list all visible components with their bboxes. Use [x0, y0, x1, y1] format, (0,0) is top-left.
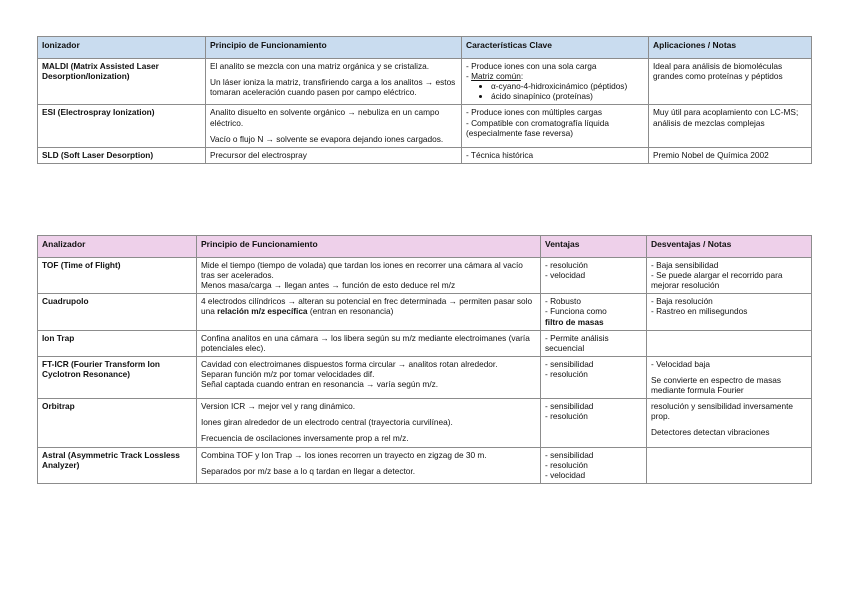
analyzers-table — [37, 235, 812, 484]
advantage-text: - resolución — [545, 459, 588, 470]
table-row-maldi — [38, 59, 812, 105]
principle-text: Iones giran alrededor de un electrodo central (trayectoria curvilínea). — [201, 417, 453, 428]
advantage-text: - resolución — [545, 260, 588, 270]
principle-text: El analito se mezcla con una matriz orgánica y se cristaliza. — [210, 61, 430, 71]
analyzer-advantages: - Permite análisis secuencial — [541, 330, 647, 356]
principle-text: Un láser ioniza la matriz, transfiriendo carga a los analitos → estos tomaran aceleración cuando pasen por campo eléctrico. — [210, 77, 456, 98]
table-row-sld — [38, 147, 812, 163]
analyzer-notes — [647, 294, 812, 330]
ionizer-features — [462, 105, 649, 147]
header-principio: Principio de Funcionamiento — [206, 37, 462, 59]
analyzer-principle: Confina analitos en una cámara → los libera según su m/z mediante electroimanes (varía potenciales elec). — [197, 330, 541, 356]
header-ionizador: Ionizador — [38, 37, 206, 59]
header-ventajas: Ventajas — [541, 236, 647, 258]
principle-text: Analito disuelto en solvente orgánico → nebuliza en un campo eléctrico. — [210, 107, 440, 128]
advantage-text: - sensibilidad — [545, 358, 594, 369]
analyzer-advantages — [541, 356, 647, 398]
principle-text: (entran en resonancia) — [307, 306, 394, 317]
principle-text: Separan función m/z por tomar velocidades dif. — [201, 368, 375, 379]
principle-text: Combina TOF y Ion Trap → los iones recorren un trayecto en zigzag de 30 m. — [201, 449, 487, 460]
header-caracteristicas: Características Clave — [462, 37, 649, 59]
analyzer-principle — [197, 447, 541, 483]
ionizer-principle — [206, 59, 462, 105]
advantage-text: - resolución — [545, 368, 588, 379]
principle-text: 4 electrodos cilíndricos → alteran su potencial en frec determinada → permiten pasar solo una — [201, 296, 533, 317]
list-item: • α-cyano-4-hidroxicinámico (péptidos) — [491, 81, 644, 91]
feature-text: - Produce iones con múltiples cargas — [466, 107, 603, 118]
feature-underlined: Matriz común — [471, 71, 521, 82]
advantage-text: - Robusto — [545, 296, 581, 307]
ionizer-name: MALDI (Matrix Assisted Laser Desorption/Ionization) — [38, 59, 206, 105]
advantage-bold: filtro de masas — [545, 316, 604, 327]
table-row-tof — [38, 258, 812, 294]
list-item: • ácido sinapínico (proteínas) — [491, 91, 644, 101]
table-row-iontrap — [38, 330, 812, 356]
advantage-text: - resolución — [545, 411, 588, 422]
principle-text: Separados por m/z base a lo q tardan en llegar a detector. — [201, 465, 416, 476]
table-row-cuadrupolo — [38, 294, 812, 330]
analyzer-name: Astral (Asymmetric Track Lossless Analyzer) — [38, 447, 197, 483]
advantage-text: - sensibilidad — [545, 449, 594, 460]
header-aplicaciones: Aplicaciones / Notas — [649, 37, 812, 59]
analyzer-notes — [647, 447, 812, 483]
analyzer-name: FT-ICR (Fourier Transform Ion Cyclotron Resonance) — [38, 356, 197, 398]
note-text: - Velocidad baja — [651, 358, 711, 369]
analyzer-advantages — [541, 258, 647, 294]
principle-text: Frecuencia de oscilaciones inversamente prop a rel m/z. — [201, 433, 409, 444]
table-row-fticr — [38, 356, 812, 398]
analyzer-name: Ion Trap — [38, 330, 197, 356]
ionizer-notes: Ideal para análisis de biomoléculas grandes como proteínas y péptidos — [649, 59, 812, 105]
analyzer-principle — [197, 356, 541, 398]
ionizer-principle — [206, 105, 462, 147]
feature-text: - Produce iones con una sola carga — [466, 61, 597, 71]
analyzer-notes — [647, 330, 812, 356]
principle-text: Menos masa/carga → llegan antes → función de esto deduce rel m/z — [201, 280, 456, 291]
principle-text: Version ICR → mejor vel y rang dinámico. — [201, 401, 356, 412]
analyzer-principle — [197, 258, 541, 294]
ionizer-notes: Muy útil para acoplamiento con LC-MS; análisis de mezclas complejas — [649, 105, 812, 147]
ionizer-name: ESI (Electrospray Ionization) — [38, 105, 206, 147]
note-text: - Baja resolución — [651, 296, 713, 307]
principle-text: Cavidad con electroimanes dispuestos forma circular → analitos rotan alrededor. — [201, 358, 498, 369]
table-row-astral — [38, 447, 812, 483]
header-analizador: Analizador — [38, 236, 197, 258]
feature-colon: : — [520, 71, 524, 82]
analyzer-principle — [197, 399, 541, 447]
ionizer-principle: Precursor del electrospray — [206, 147, 462, 163]
analyzer-name: Orbitrap — [38, 399, 197, 447]
analyzer-name: TOF (Time of Flight) — [38, 258, 197, 294]
analyzer-advantages — [541, 399, 647, 447]
ionizer-features — [462, 59, 649, 105]
feature-text: - Compatible con cromatografía líquida (especialmente fase reversa) — [466, 117, 609, 138]
note-text: - Baja sensibilidad — [651, 260, 719, 270]
analyzer-notes — [647, 399, 812, 447]
ionizers-header-row — [38, 37, 812, 59]
analyzer-notes — [647, 356, 812, 398]
ionizer-notes: Premio Nobel de Química 2002 — [649, 147, 812, 163]
advantage-text: - Funciona como — [545, 306, 607, 317]
header-principio: Principio de Funcionamiento — [197, 236, 541, 258]
note-text: - Rastreo en milisegundos — [651, 306, 748, 317]
ionizers-table — [37, 36, 812, 164]
analyzer-advantages — [541, 447, 647, 483]
note-text: resolución y sensibilidad inversamente prop. — [651, 401, 794, 422]
analyzer-principle — [197, 294, 541, 330]
analyzer-advantages — [541, 294, 647, 330]
principle-text: Señal captada cuando entran en resonancia → varía según m/z. — [201, 379, 439, 390]
note-text: Se convierte en espectro de masas mediante formula Fourier — [651, 374, 782, 396]
note-text: Detectores detectan vibraciones — [651, 427, 770, 438]
analyzers-header-row — [38, 236, 812, 258]
advantage-text: - sensibilidad — [545, 401, 594, 412]
analyzer-name: Cuadrupolo — [38, 294, 197, 330]
advantage-text: - velocidad — [545, 469, 586, 480]
matrix-list — [466, 81, 644, 101]
table-row-esi — [38, 105, 812, 147]
feature-dash: - — [466, 71, 472, 82]
ionizer-features: - Técnica histórica — [462, 147, 649, 163]
ionizer-name: SLD (Soft Laser Desorption) — [38, 147, 206, 163]
principle-text: Mide el tiempo (tiempo de volada) que tardan los iones en recorrer una cámara al vacío tras ser acelerados. — [201, 260, 523, 281]
note-text: - Se puede alargar el recorrido para mejorar resolución — [651, 270, 783, 291]
principle-text: Vacío o flujo N → solvente se evapora dejando iones cargados. — [210, 133, 444, 144]
table-row-orbitrap — [38, 399, 812, 447]
header-desventajas: Desventajas / Notas — [647, 236, 812, 258]
advantage-text: - velocidad — [545, 270, 586, 281]
principle-bold: relación m/z específica — [217, 306, 308, 317]
analyzer-notes — [647, 258, 812, 294]
